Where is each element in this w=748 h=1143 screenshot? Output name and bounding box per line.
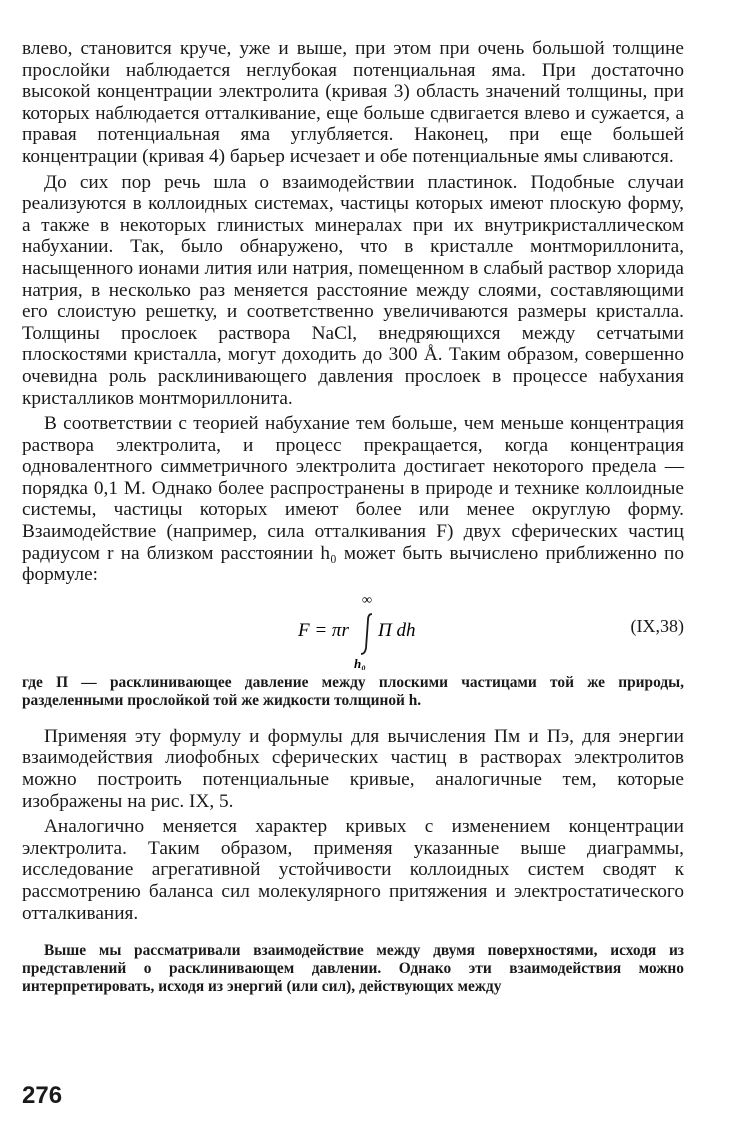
formula-lower-limit: h₀ [354,655,366,670]
small-print-paragraph: Выше мы рассматривали взаимодействие между двумя поверхностями, исходя из представлений о расклинивающем давлении. Однако эти взаимодействия можно интерпретировать, исходя из энергий (или сил), действующих между [22,942,684,996]
integral-sign [361,614,372,654]
formula-graphic [22,588,684,670]
paragraph-4: Применяя эту формулу и формулы для вычисления Πм и Πэ, для энергии взаимодействия лиофобных сферических частиц в растворах электролитов можно построить потенциальные кривые, аналогичные тем, которые изображены на рис. IX, 5. [22,725,684,812]
formula-lhs: F = πr [298,619,349,641]
formula-upper-limit: ∞ [362,592,372,608]
page-body [22,38,684,996]
paragraph-1: влево, становится круче, уже и выше, при этом при очень большой толщине прослойки наблюдается неглубокая потенциальная яма. При достаточно высокой концентрации электролита (кривая 3) область значений толщины, при которых наблюдается отталкивание, еще больше сдвигается влево и сужается, а правая потенциальная яма углубляется. Наконец, при еще большей концентрации (кривая 4) барьер исчезает и обе потенциальные ямы сливаются. [22,38,684,167]
equation-number: (IX,38) [630,615,684,636]
paragraph-2: До сих пор речь шла о взаимодействии пластинок. Подобные случаи реализуются в коллоидных системах, частицы которых имеют плоскую форму, а также в некоторых глинистых минералах при их внутрикристаллическом набухании. Так, было обнаружено, что в кристалле монтмориллонита, насыщенного ионами лития или натрия, помещенном в слабый раствор хлорида натрия, в несколько раз меняется расстояние между слоями, составляющими его слоистую решетку, и соответственно увеличиваются размеры кристалла. Толщины прослоек раствора NaCl, внедряющихся между сетчатыми плоскостями кристалла, могут доходить до 300 Å. Таким образом, совершенно очевидна роль расклинивающего давления прослоек в процессе набухания кристалликов монтмориллонита. [22,171,684,409]
formula-integrand: Π dh [378,619,416,641]
paragraph-3: В соответствии с теорией набухание тем больше, чем меньше концентрация раствора электролита, и процесс прекращается, когда концентрация одновалентного симметричного электролита достигает некоторого предела — порядка 0,1 М. Однако более распространены в природе и технике коллоидные системы, частицы которых имеют более или менее округлую форму. Взаимодействие (например, сила отталкивания F) двух сферических частиц радиусом r на близком расстоянии h₀ может быть вычислено приближенно по формуле: [22,413,684,586]
paragraph-5: Аналогично меняется характер кривых с изменением концентрации электролита. Таким образом, применяя указанные выше диаграммы, исследование агрегативной устойчивости коллоидных систем сводят к рассмотрению баланса сил молекулярного притяжения и электростатического отталкивания. [22,816,684,924]
formula-ix-38 [22,588,684,670]
page-number: 276 [22,1082,63,1109]
formula-note: где Π — расклинивающее давление между плоскими частицами той же природы, разделенными прослойкой той же жидкости толщиной h. [22,673,684,709]
